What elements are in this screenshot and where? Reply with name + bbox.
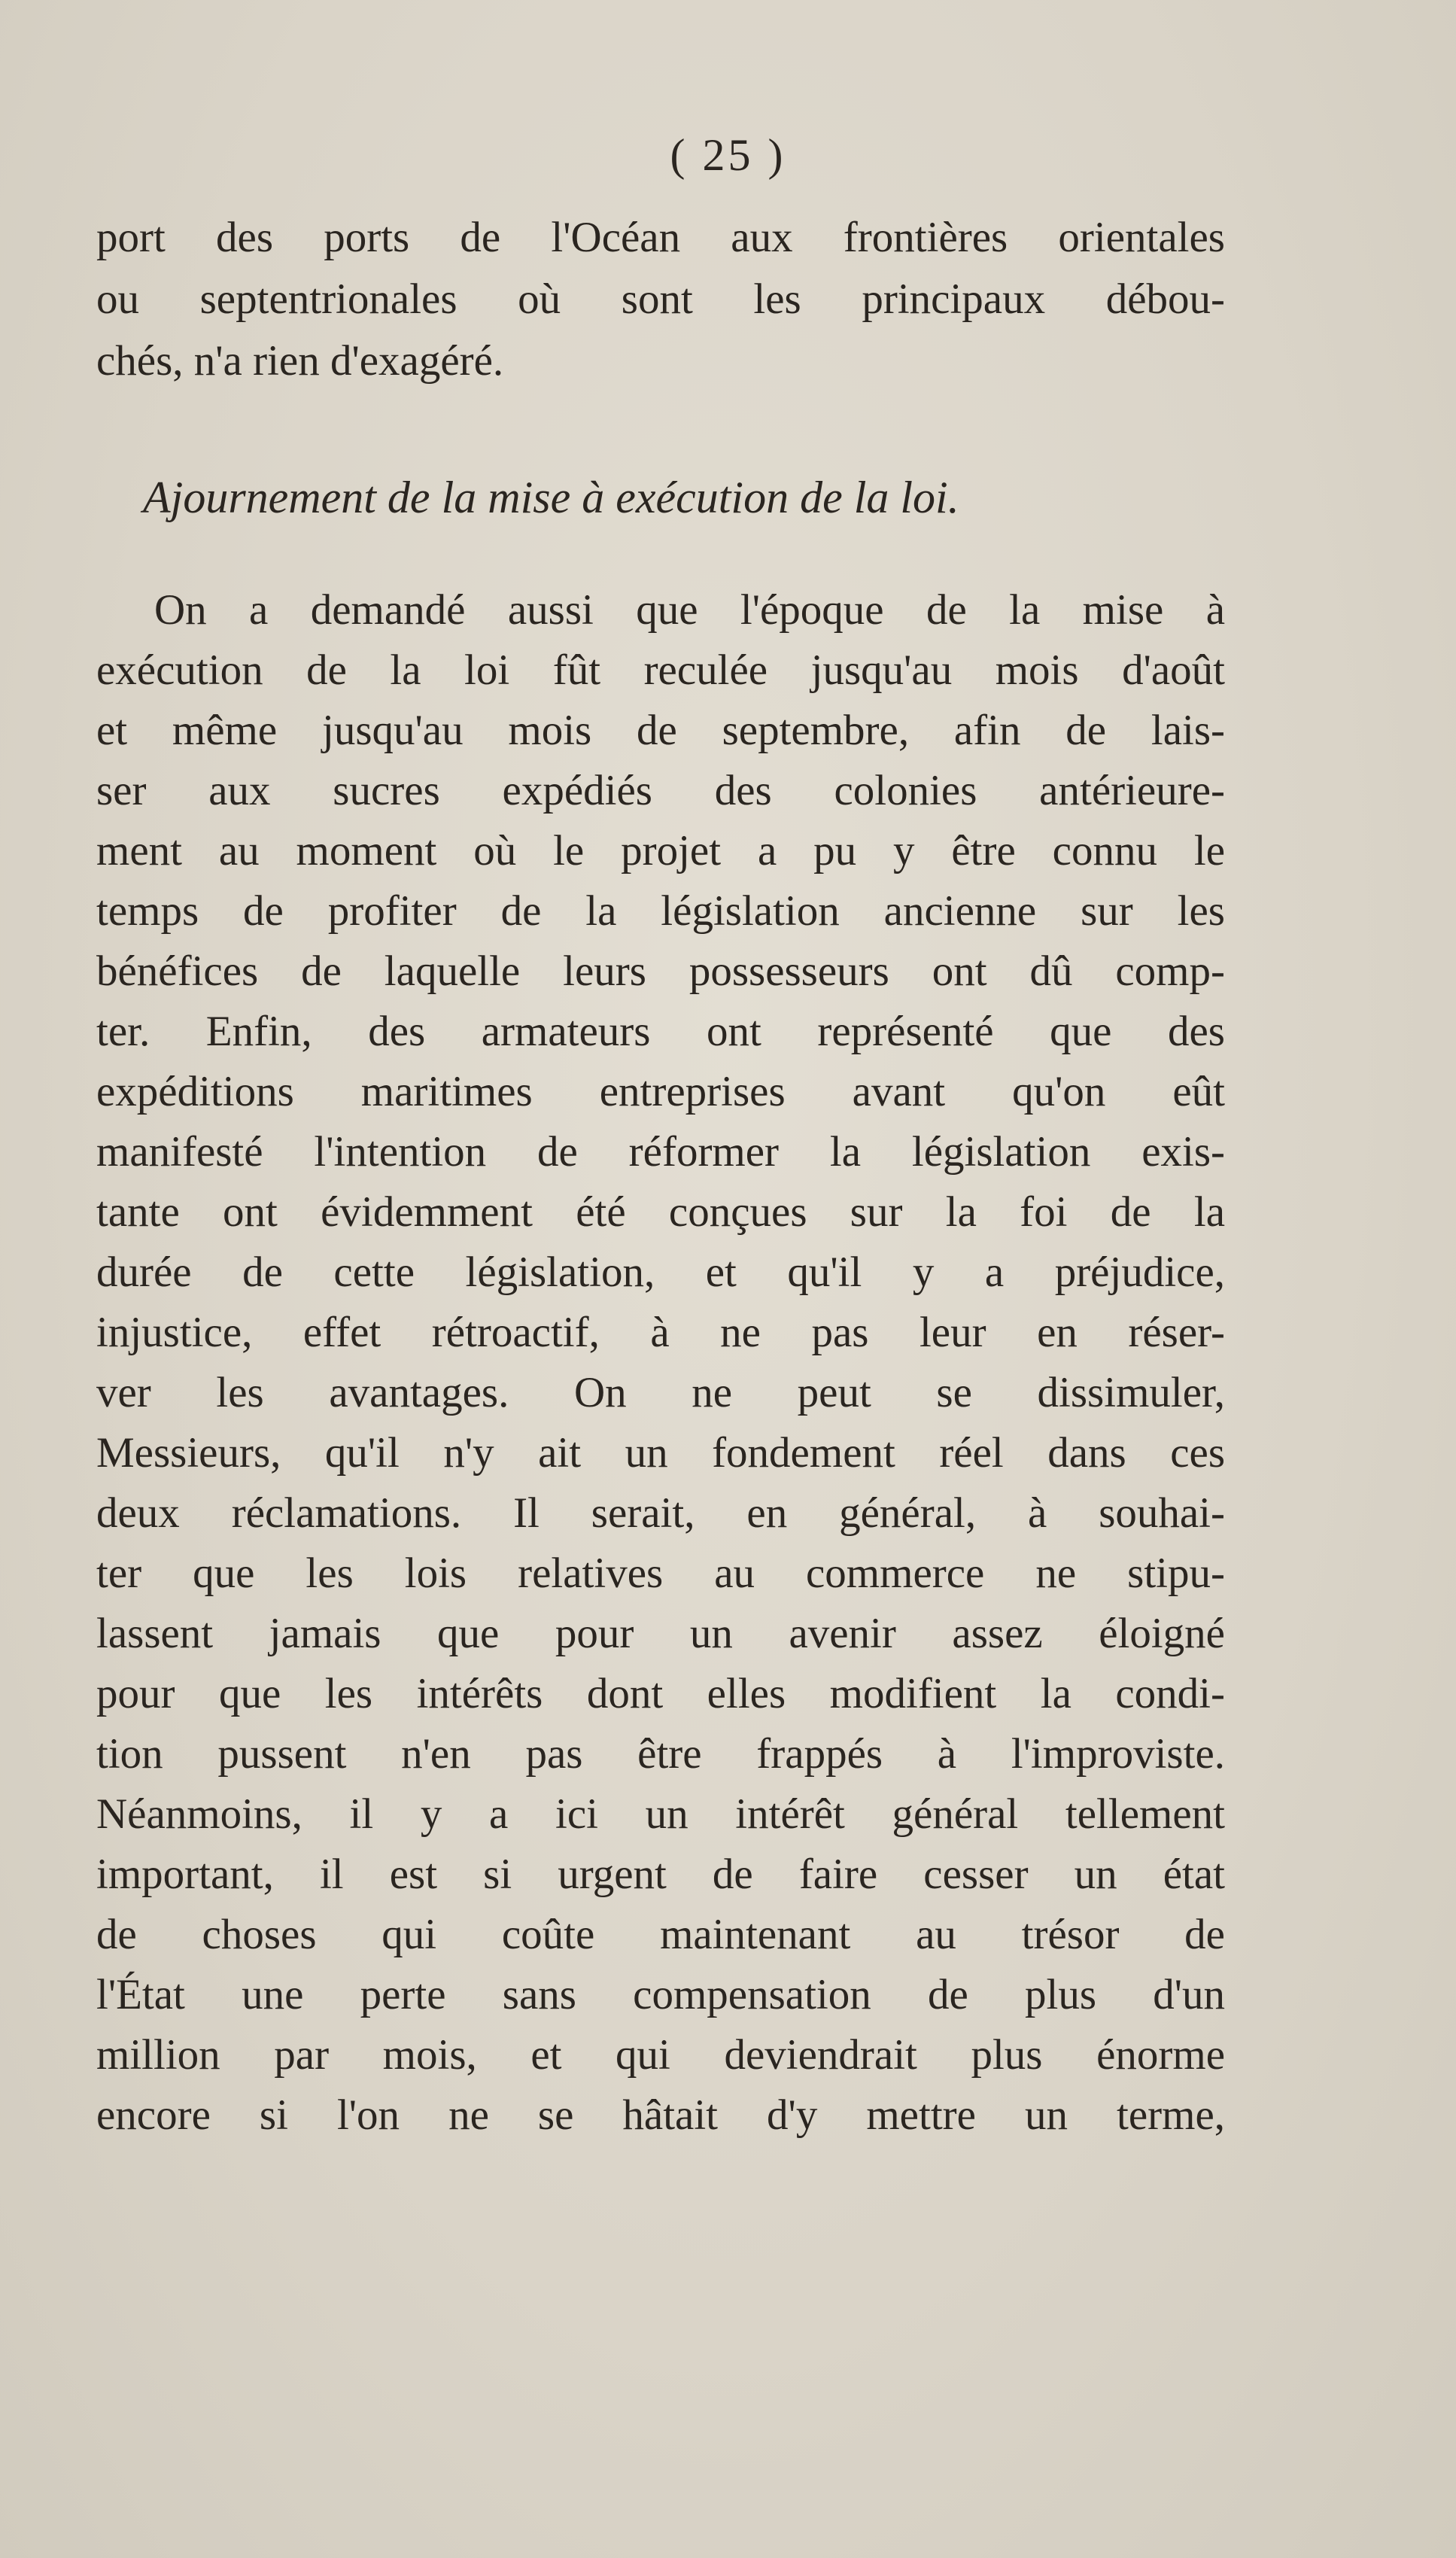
text-line: million par mois, et qui deviendrait plus énorme — [96, 2031, 1225, 2079]
text-line: de choses qui coûte maintenant au trésor de — [96, 1911, 1225, 1958]
text-line: ter que les lois relatives au commerce ne stipu- — [96, 1550, 1225, 1597]
text-line: ser aux sucres expédiés des colonies antérieure- — [96, 767, 1225, 814]
text-line: deux réclamations. Il serait, en général, à souhai- — [96, 1489, 1225, 1537]
text-line: durée de cette législation, et qu'il y a préjudice, — [96, 1249, 1225, 1296]
text-line: injustice, effet rétroactif, à ne pas leur en réser- — [96, 1309, 1225, 1356]
text-line: temps de profiter de la législation ancienne sur les — [96, 887, 1225, 935]
text-line: tante ont évidemment été conçues sur la foi de la — [96, 1188, 1225, 1236]
text-line: On a demandé aussi que l'époque de la mise à — [154, 586, 1225, 634]
text-line: lassent jamais que pour un avenir assez éloigné — [96, 1610, 1225, 1657]
text-line: chés, n'a rien d'exagéré. — [96, 337, 504, 385]
text-line: ter. Enfin, des armateurs ont représenté que des — [96, 1008, 1225, 1055]
text-line: bénéfices de laquelle leurs possesseurs ont dû comp- — [96, 947, 1225, 995]
text-line: ver les avantages. On ne peut se dissimuler, — [96, 1369, 1225, 1416]
text-line: ou septentrionales où sont les principaux débou- — [96, 275, 1225, 323]
text-line: important, il est si urgent de faire cesser un état — [96, 1851, 1225, 1898]
text-line: encore si l'on ne se hâtait d'y mettre un terme, — [96, 2091, 1225, 2139]
text-line: port des ports de l'Océan aux frontières orientales — [96, 214, 1225, 261]
section-heading: Ajournement de la mise à exécution de la loi. — [143, 473, 959, 522]
text-line: pour que les intérêts dont elles modifient la condi- — [96, 1670, 1225, 1717]
page-number: ( 25 ) — [670, 130, 786, 180]
text-line: Messieurs, qu'il n'y ait un fondement réel dans ces — [96, 1429, 1225, 1477]
text-line: et même jusqu'au mois de septembre, afin de lais- — [96, 707, 1225, 754]
text-line: l'État une perte sans compensation de plus d'un — [96, 1971, 1225, 2018]
text-line: exécution de la loi fût reculée jusqu'au mois d'août — [96, 646, 1225, 694]
text-line: manifesté l'intention de réformer la législation exis- — [96, 1128, 1225, 1176]
text-line: expéditions maritimes entreprises avant qu'on eût — [96, 1068, 1225, 1115]
text-line: tion pussent n'en pas être frappés à l'improviste. — [96, 1730, 1225, 1778]
text-line: Néanmoins, il y a ici un intérêt général tellement — [96, 1790, 1225, 1838]
text-line: ment au moment où le projet a pu y être connu le — [96, 827, 1225, 874]
